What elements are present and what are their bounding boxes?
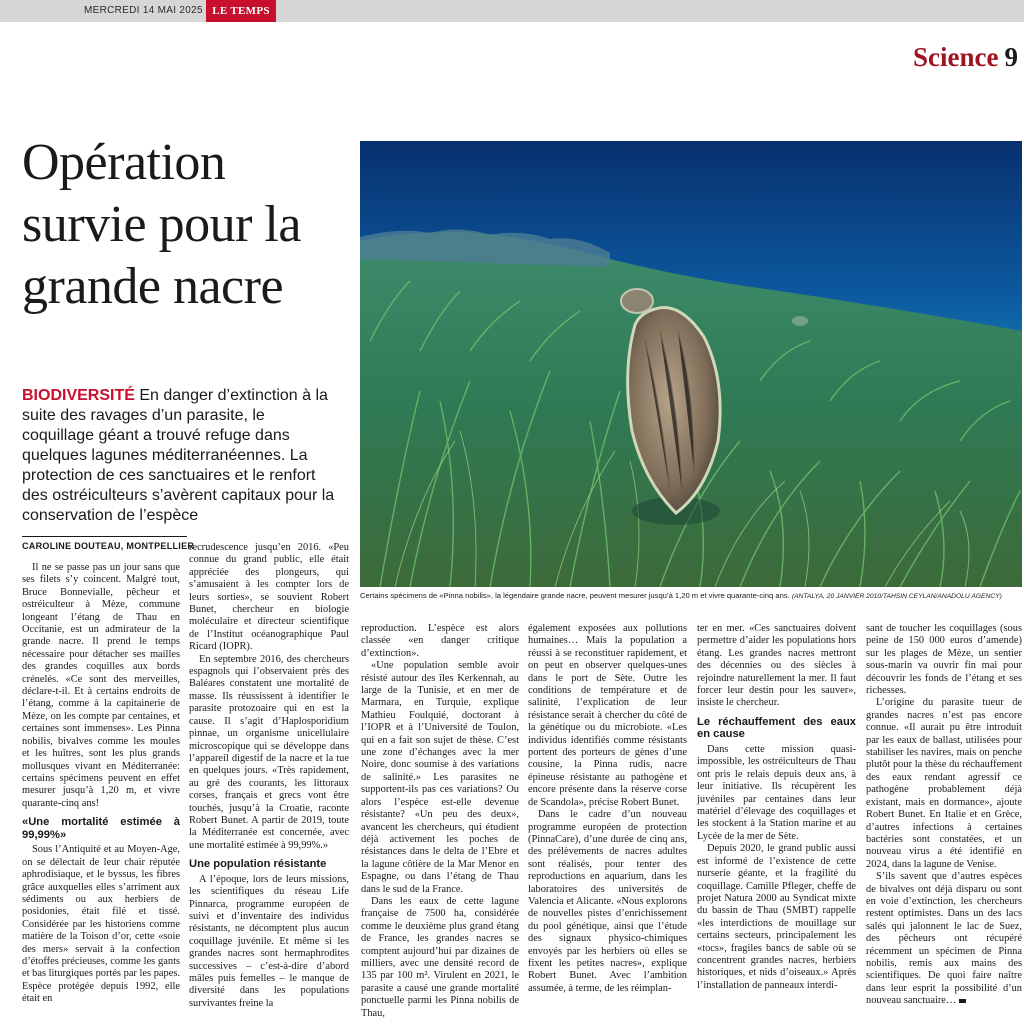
photo-credit: (ANTALYA, 20 JANVIER 2010/TAHSIN CEYLAN/ANADOLU AGENCY)	[791, 593, 1002, 600]
newspaper-logo: LE TEMPS	[206, 0, 276, 22]
paragraph: Il ne se passe pas un jour sans que ses filets s’y coincent. Malgré tout, Bruce Bonnevialle, pêcheur et ostréiculteur à Mèze, commune longeant l’étang de Thau en Occitanie, est un admirateur de la grande nacre. Il prend le temps nécessaire pour détacher ses mailles des grandes coquilles aux bords crénelés. «Ce sont des merveilles, déclare-t-il. Et à certains endroits de l’étang, comme à la capitainerie de Mèze, on les compte par centaines, et certaines sont immenses». Les Pinna nobilis, bivalves comme les moules et les huîtres, sont les plus grands mollusques vivant en Méditerranée: certains spécimens peuvent en effet mesurer jusqu’à 1,20 m, et vivre quarante-cinq ans!	[22, 562, 180, 809]
paragraph: A l’époque, lors de leurs missions, les scientifiques du réseau Life Pinnarca, programme européen de suivi et d’inventaire des individus résistants, ne décomptent plus aucun coquillage juvénile. Et même si les grandes nacres sont hermaphrodites successives – c’est-à-dire d’abord mâles puis femelles – le manque de diversité dans les populations survivantes freine la	[189, 873, 349, 1009]
paragraph: Depuis 2020, le grand public aussi est informé de l’existence de cette nurserie géante, et la fragilité du coquillage. Camille Pfleger, cheffe de projet Natura 2000 au Syndicat mixte du bassin de Thau (SMBT) rappelle «les interdictions de mouillage sur certains secteurs, principalement les «tocs», fragiles bancs de sable où se concentrent grandes nacres, herbiers historiques, et nids d’oiseaux.» Après l’installation de panneaux interdi-	[697, 843, 856, 991]
closing-paragraph-text: S’ils savent que d’autres espèces de bivalves ont déjà disparu ou sont en voie d’extinction, les chercheurs restent optimistes. Dans un des lacs salés qui jalonnent le lac de Suez, des pêcheurs ont récupéré récemment un spécimen de Pinna nobilis, remis aux mains des scientifiques. De quoi faire naître dans leur esprit la possibilité d’un nouveau sanctuaire…	[866, 871, 1022, 1007]
article-column-3	[361, 623, 519, 1020]
article-column-5	[697, 623, 856, 992]
article-column-4	[528, 623, 687, 995]
paragraph: Dans le cadre d’un nouveau programme européen de protection (PinnaCare), d’une durée de cinq ans, des prélèvements de nacres adultes sont réalisés, pour tenter des reproductions en aquarium, dans les laboratoires des universités de Valencia et Alicante. «Nous explorons de nouvelles pistes d’enrichissement du pool génétique, ainsi que l’étude des signaux physico-chimiques envoyés par les herbiers où elles se fixent les petites nacres», explique Robert Bunet. Avec l’ambition assumée, à terme, de les réimplan-	[528, 809, 687, 994]
seagrass-nacre-photo	[360, 141, 1022, 587]
paragraph: Dans cette mission quasi-impossible, les ostréiculteurs de Thau ont pris le relais depuis deux ans, à leur initiative. Ils récupèrent les juvéniles par centaines dans leur matériel d’élevage des coquillages et les stockent à la Station marine et au Lycée de la mer de Sète.	[697, 744, 856, 842]
paragraph: En septembre 2016, des chercheurs espagnols qui l’observaient près des Baléares constatent une mortalité de masse. Ils réussissent à identifier le parasite protozoaire qui en est la cause. Il s’agit d’Haplosporidium pinnae, un organisme unicellulaire microscopique qui se développe dans l’appareil digestif de la nacre et la tue en quelques jours. «Très rapidement, au gré des courants, les littoraux corses, français et grecs vont être touchés, jusqu’à la Croatie, raconte Robert Bunet. A partir de 2019, toute la Méditerranée est concernée, avec une mortalité estimée à 99,99%.»	[189, 653, 349, 851]
paragraph: «Une population semble avoir résisté autour des îles Kerkennah, au large de la Tunisie, et en mer de Marmara, en Turquie, explique Mathieu Foulquié, doctorant à l’IOPR et à l’Université de Toulon, qui en a fait son sujet de thèse. C’est une zone d’échanges avec la mer Noire, donc soumise à des variations de salinité.» Les parasites ne supportent-ils pas ces variations? Ou alors l’espèce est-elle devenue résistante? «Un peu des deux», avancent les chercheurs, qui étudient déjà activement les poches de résistances dans le delta de l’Ebre et la lagune côtière de la Mar Menor en Espagne, ou dans l’étang de Thau dans le sud de la France.	[361, 660, 519, 895]
subheading: Une population résistante	[189, 858, 327, 871]
section-title	[913, 42, 1018, 73]
article-kicker: BIODIVERSITÉ	[22, 387, 135, 404]
article-headline: Opération survie pour la grande nacre	[22, 134, 301, 315]
issue-date: MERCREDI 14 MAI 2025	[84, 5, 203, 16]
article-column-6	[866, 623, 1022, 1008]
paragraph: également exposées aux pollutions humaines… Mais la population a réussi à se reconstituer rapidement, et on peut en observer quelques-unes dans le port de Sète. Outre les conditions de température et de salinité, l’explication de leur résistance serait à chercher du côté de la génétique ou du microbiote. «Les individus identifiés comme résistants portent des porteurs de gènes d’une cousine, la Pinna rudis, nacre épineuse résistante au pathogène et encore présente dans la réserve corse de Scandola», précise Robert Bunet.	[528, 623, 687, 808]
article-lede	[22, 386, 340, 526]
byline: CAROLINE DOUTEAU, MONTPELLIER	[22, 541, 195, 551]
lede-text: En danger d’extinction à la suite des ravages d’un parasite, le coquillage géant a trouvé refuge dans quelques lagunes méditerranéennes. La protection de ces sanctuaires et le renfort des ostréiculteurs s’avèrent capitaux pour la conservation de l’espèce	[22, 387, 335, 524]
paragraph: recrudescence jusqu’en 2016. «Peu connue du grand public, elle était appréciée des plongeurs, qui s’amusaient à les compter lors de leurs sorties», se souvient Robert Bunet, chercheur en biologie moléculaire et directeur scientifique de l’Institut océanographique Paul Ricard (IOPR).	[189, 542, 349, 653]
page-header-bar	[0, 0, 1024, 22]
byline-rule	[22, 536, 187, 537]
paragraph: Dans les eaux de cette lagune française de 7500 ha, considérée comme le deuxième plus grand étang de France, les grandes nacres se comptent aujourd’hui par dizaines de milliers, avec une densité record de 135 par 100 m². Virulent en 2021, le parasite a causé une grande mortalité ponctuelle parmi les Pinna nobilis de Thau,	[361, 895, 519, 1019]
page-number: 9	[1004, 42, 1018, 72]
paragraph: L’origine du parasite tueur de grandes nacres n’est pas encore connue. «Il aurait pu être introduit par les eaux de ballast, utilisées pour stabiliser les navires, mais on penche plutôt pour la thèse du réchauffement des eaux rendant agressif ce pathogène probablement déjà existant, mais en dormance», ajoute Robert Bunet. En Italie et en Grèce, d’autres infections à certaines bactéries sont constatées, et un nouveau virus a été identifié en 2024, dans la lagune de Venise.	[866, 697, 1022, 870]
end-of-article-mark	[959, 999, 966, 1003]
article-column-1	[22, 562, 180, 1006]
article-photo	[360, 141, 1022, 587]
paragraph: Sous l’Antiquité et au Moyen-Age, on se délectait de leur chair réputée aphrodisiaque, et le byssus, les fibres grâce auxquelles elles s’arriment aux sédiments ou aux herbiers de posidonies, était filé et tissé. Considérée par les historiens comme matière de la Toison d’or, cette «soie des mers» servait à la confection d’étoffes précieuses, comme les gants et bas liturgiques portés par les papes. Espèce protégée depuis 1992, elle était en	[22, 844, 180, 1005]
article-column-2	[189, 542, 349, 1010]
paragraph: sant de toucher les coquillages (sous peine de 150 000 euros d’amende) sur les plages de Mèze, un sentier sous-marin va ouvrir fin mai pour découvrir les fonds de l’étang et ses richesses.	[866, 623, 1022, 697]
subheading: «Une mortalité estimée à 99,99%»	[22, 816, 180, 841]
paragraph	[866, 871, 1022, 1007]
paragraph: ter en mer. «Ces sanctuaires doivent permettre d’aider les populations hors étang. Les grandes nacres mettront des décennies ou des siècles à rejoindre naturellement la mer. Il faut forcer leur destin pour les sauver», insiste le chercheur.	[697, 623, 856, 709]
paragraph: reproduction. L’espèce est alors classée «en danger critique d’extinction».	[361, 623, 519, 659]
caption-text: Certains spécimens de «Pinna nobilis», la légendaire grande nacre, peuvent mesurer jusqu’à 1,20 m et vivre quarante-cinq ans.	[360, 591, 792, 600]
section-name: Science	[913, 42, 999, 72]
subheading: Le réchauffement des eaux en cause	[697, 715, 856, 741]
photo-caption	[360, 591, 1024, 600]
